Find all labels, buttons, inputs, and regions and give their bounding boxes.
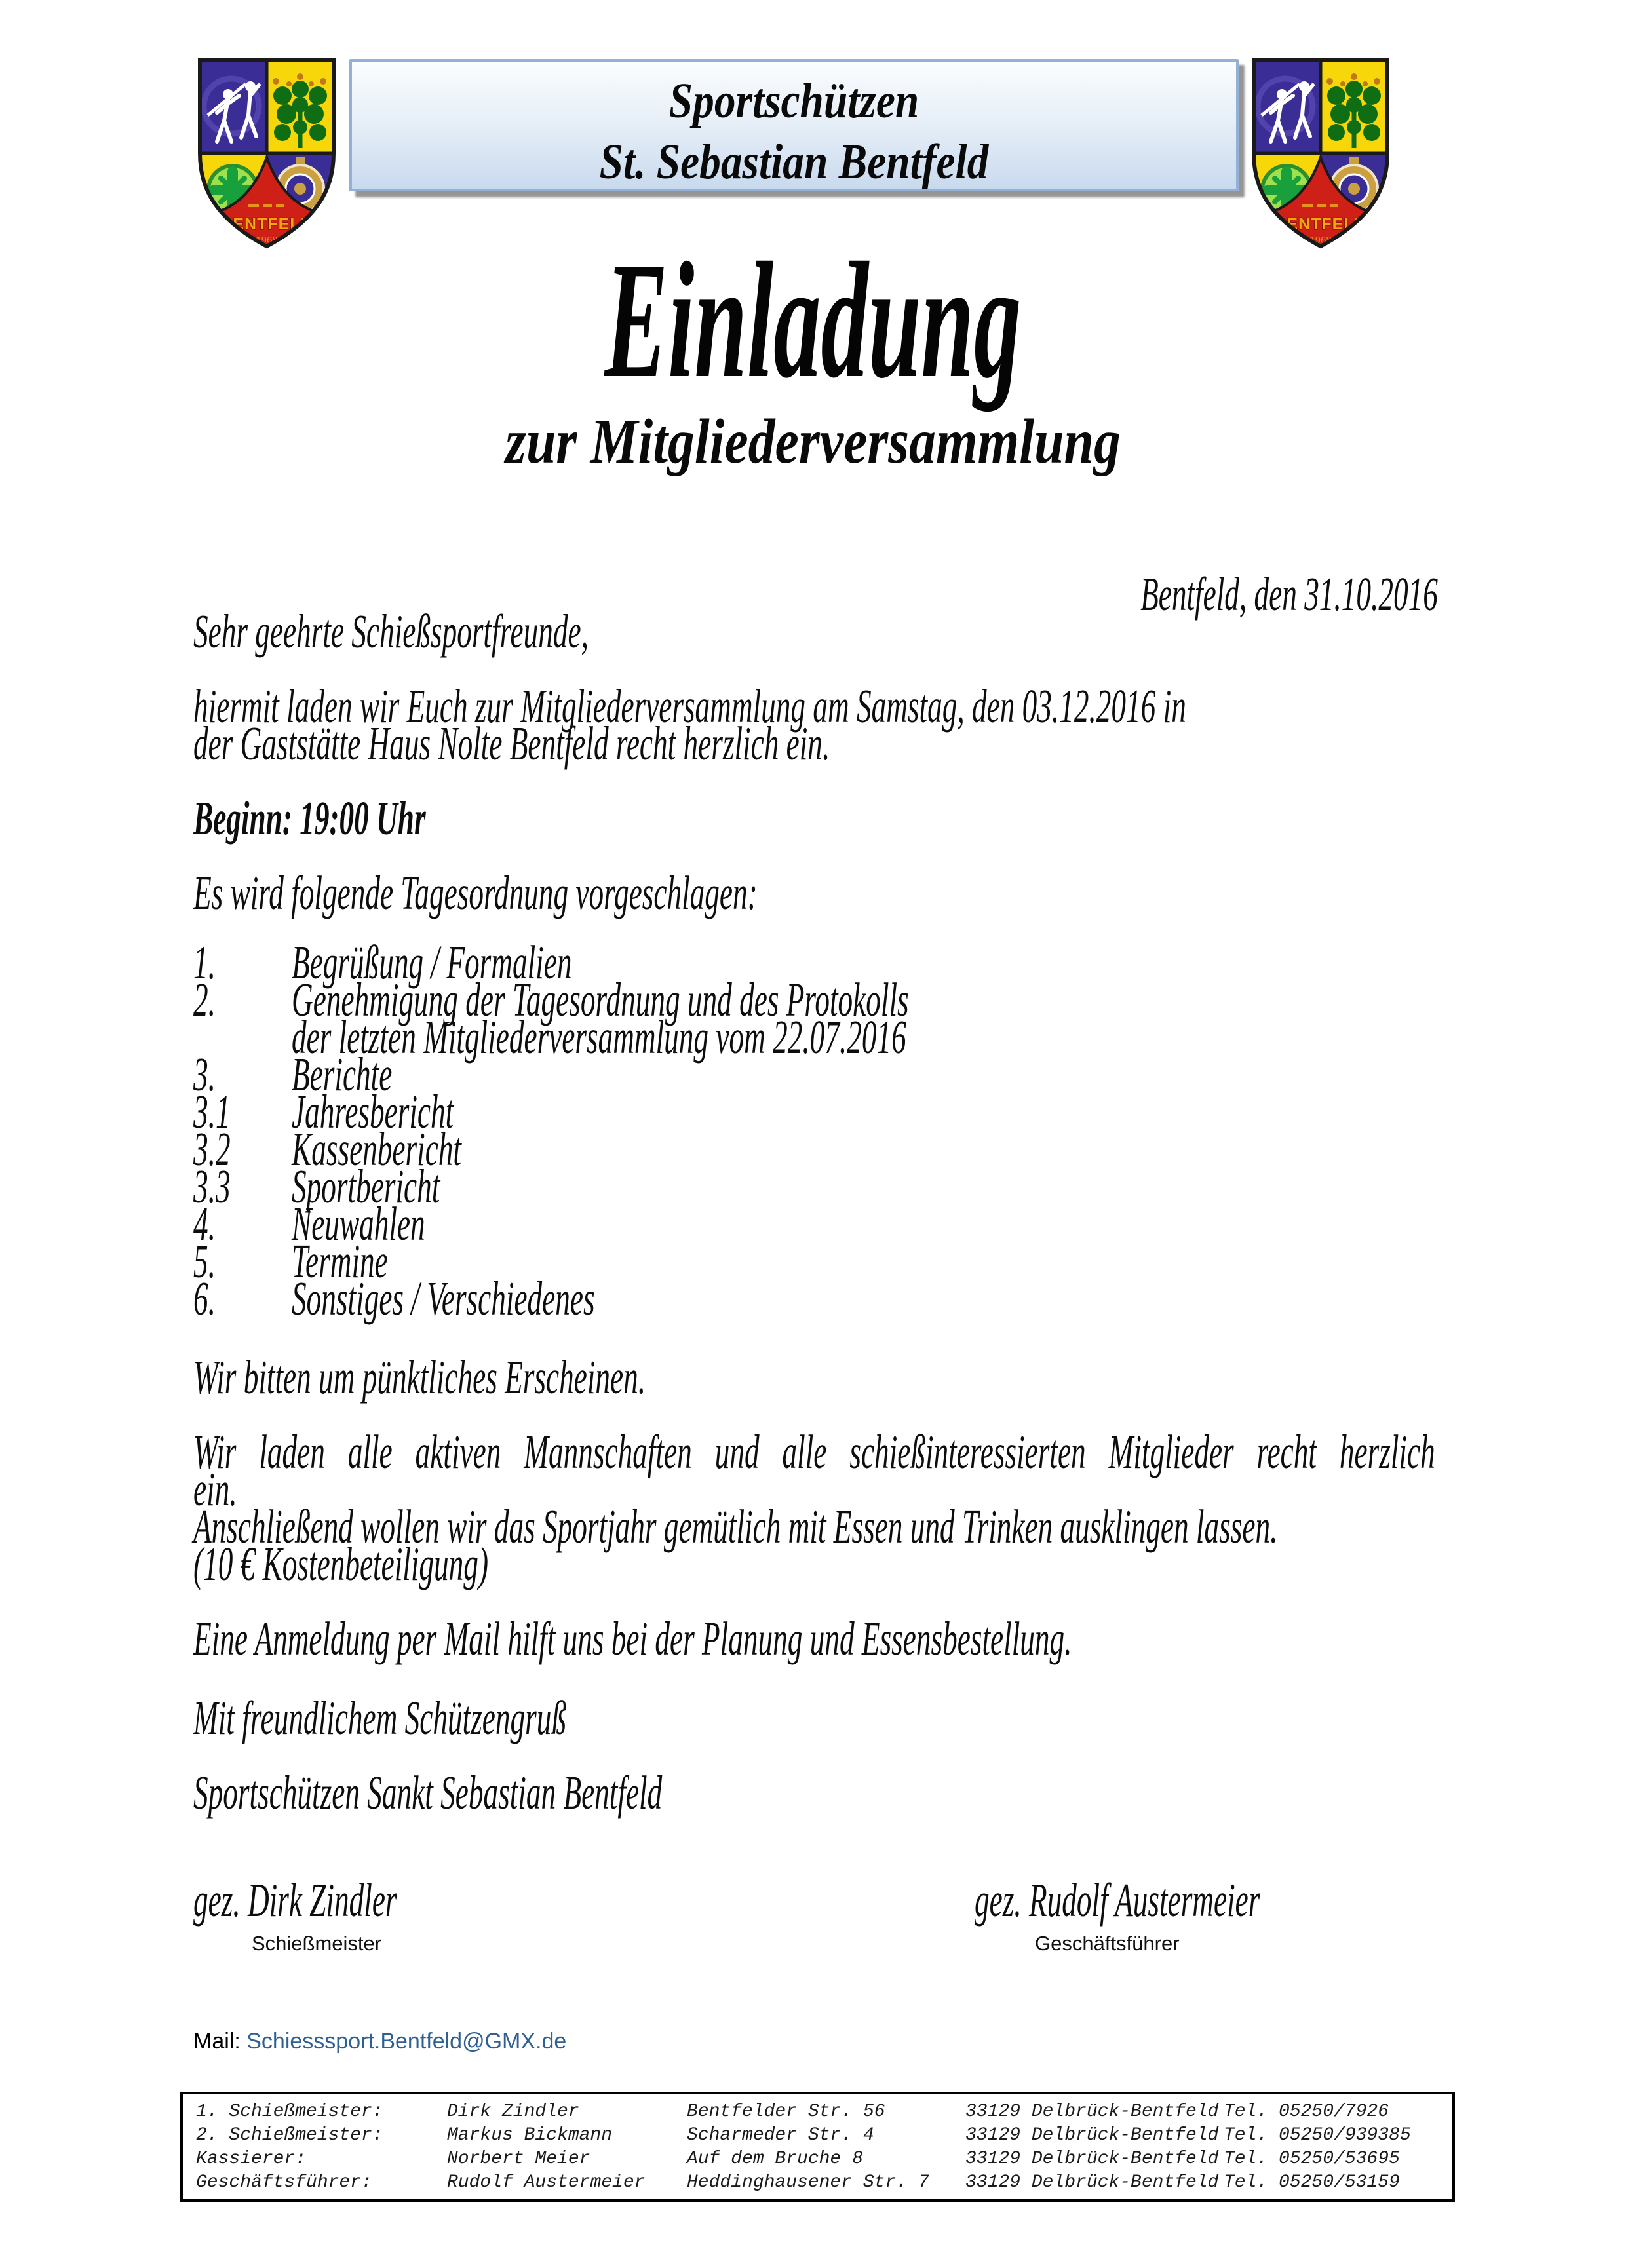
signature-role-left: Schießmeister bbox=[252, 1932, 382, 1955]
club-crest-icon bbox=[191, 55, 343, 252]
intro-line2: der Gaststätte Haus Nolte Bentfeld recht herzlich ein. bbox=[193, 717, 830, 770]
signature-role-right: Geschäftsführer bbox=[1035, 1932, 1180, 1955]
officer-cell: 33129 Delbrück-Bentfeld bbox=[965, 2125, 1219, 2145]
signature-name-left: gez. Dirk Zindler bbox=[193, 1874, 397, 1927]
agenda-item-text: Neuwahlen bbox=[292, 1197, 425, 1250]
club-line: Sportschützen Sankt Sebastian Bentfeld bbox=[193, 1766, 663, 1819]
mail-address-link[interactable]: Schiesssport.Bentfeld@GMX.de bbox=[246, 2029, 567, 2054]
officer-cell: Norbert Meier bbox=[447, 2149, 590, 2169]
agenda-item-text: der letzten Mitgliederversammlung vom 22.07.2016 bbox=[292, 1010, 906, 1064]
officer-cell: Geschäftsführer: bbox=[196, 2172, 372, 2193]
mail-label: Mail: bbox=[193, 2029, 241, 2054]
agenda-item-text: Genehmigung der Tagesordnung und des Protokolls bbox=[292, 973, 909, 1026]
officer-cell: Markus Bickmann bbox=[447, 2125, 613, 2145]
club-name bbox=[414, 71, 1174, 193]
agenda-item-number: 3.2 bbox=[193, 1123, 231, 1176]
after-line2: (10 € Kostenbeteiligung) bbox=[193, 1537, 489, 1590]
agenda-item-number: 3.3 bbox=[193, 1160, 231, 1213]
officer-row bbox=[196, 2124, 1452, 2147]
officer-cell: Kassierer: bbox=[196, 2149, 307, 2169]
officer-cell: Tel. 05250/939385 bbox=[1224, 2125, 1411, 2145]
club-name-line2: St. Sebastian Bentfeld bbox=[599, 134, 989, 189]
agenda-item-number: 5. bbox=[193, 1235, 216, 1288]
officer-cell: Tel. 05250/53695 bbox=[1224, 2149, 1400, 2169]
officer-cell: Heddinghausener Str. 7 bbox=[687, 2172, 929, 2193]
agenda-list bbox=[193, 936, 1347, 1325]
agenda-item-text: Jahresbericht bbox=[292, 1085, 454, 1138]
officer-cell: Bentfelder Str. 56 bbox=[687, 2102, 885, 2122]
club-name-banner bbox=[349, 59, 1239, 191]
agenda-item-number: 1. bbox=[193, 936, 216, 989]
agenda-item-number: 3.1 bbox=[193, 1085, 231, 1138]
closing: Mit freundlichem Schützengruß bbox=[193, 1691, 567, 1744]
agenda-item-text: Termine bbox=[292, 1235, 388, 1288]
officer-cell: Dirk Zindler bbox=[447, 2102, 579, 2122]
agenda-item-text: Berichte bbox=[292, 1048, 393, 1101]
punctual-note: Wir bitten um pünktliches Erscheinen. bbox=[193, 1351, 646, 1404]
invite-line1: Wir laden alle aktiven Mannschaften und alle schießinteressierten Mitglieder recht herzlich bbox=[193, 1425, 1435, 1478]
officer-cell: 33129 Delbrück-Bentfeld bbox=[965, 2149, 1219, 2169]
agenda-item-number: 3. bbox=[193, 1048, 216, 1101]
page-title: Einladung bbox=[604, 228, 1022, 412]
signature-name-right: gez. Rudolf Austermeier bbox=[975, 1874, 1260, 1927]
officer-row bbox=[196, 2100, 1452, 2124]
officer-cell: Tel. 05250/7926 bbox=[1224, 2102, 1389, 2122]
officer-cell: Auf dem Bruche 8 bbox=[687, 2149, 863, 2169]
officer-cell: 2. Schießmeister: bbox=[196, 2125, 383, 2145]
officer-cell: Rudolf Austermeier bbox=[447, 2172, 646, 2193]
salutation: Sehr geehrte Schießsportfreunde, bbox=[193, 605, 589, 658]
mail-line bbox=[193, 2029, 566, 2054]
mail-hint: Eine Anmeldung per Mail hilft uns bei der Planung und Essensbestellung. bbox=[193, 1612, 1072, 1665]
agenda-intro: Es wird folgende Tagesordnung vorgeschlagen: bbox=[193, 866, 758, 919]
begin-time: Beginn: 19:00 Uhr bbox=[193, 792, 426, 845]
officer-cell: 33129 Delbrück-Bentfeld bbox=[965, 2172, 1219, 2193]
agenda-item-text: Sonstiges / Verschiedenes bbox=[292, 1272, 595, 1325]
agenda-item-text: Sportbericht bbox=[292, 1160, 440, 1213]
agenda-item-number: 6. bbox=[193, 1272, 216, 1325]
page-subtitle: zur Mitgliederversammlung bbox=[505, 406, 1121, 477]
invite-line2: ein. bbox=[193, 1463, 237, 1516]
agenda-item bbox=[193, 1272, 909, 1325]
club-crest-icon bbox=[1241, 55, 1401, 252]
officer-row bbox=[196, 2147, 1452, 2171]
dateline: Bentfeld, den 31.10.2016 bbox=[1140, 567, 1438, 621]
officer-cell: 33129 Delbrück-Bentfeld bbox=[965, 2102, 1219, 2122]
intro-line1: hiermit laden wir Euch zur Mitgliederversammlung am Samstag, den 03.12.2016 in bbox=[193, 680, 1186, 733]
officer-cell: Scharmeder Str. 4 bbox=[687, 2125, 874, 2145]
agenda-item-number: 2. bbox=[193, 973, 216, 1026]
officer-cell: 1. Schießmeister: bbox=[196, 2102, 383, 2122]
officer-cell: Tel. 05250/53159 bbox=[1224, 2172, 1400, 2193]
after-line1: Anschließend wollen wir das Sportjahr gemütlich mit Essen und Trinken ausklingen lassen. bbox=[193, 1500, 1278, 1553]
agenda-item-text: Kassenbericht bbox=[292, 1123, 462, 1176]
agenda-item-text: Begrüßung / Formalien bbox=[292, 936, 572, 989]
agenda-item-number: 4. bbox=[193, 1197, 216, 1250]
club-name-line1: Sportschützen bbox=[668, 73, 919, 128]
officer-row bbox=[196, 2171, 1452, 2195]
officers-footer-box bbox=[180, 2092, 1455, 2202]
